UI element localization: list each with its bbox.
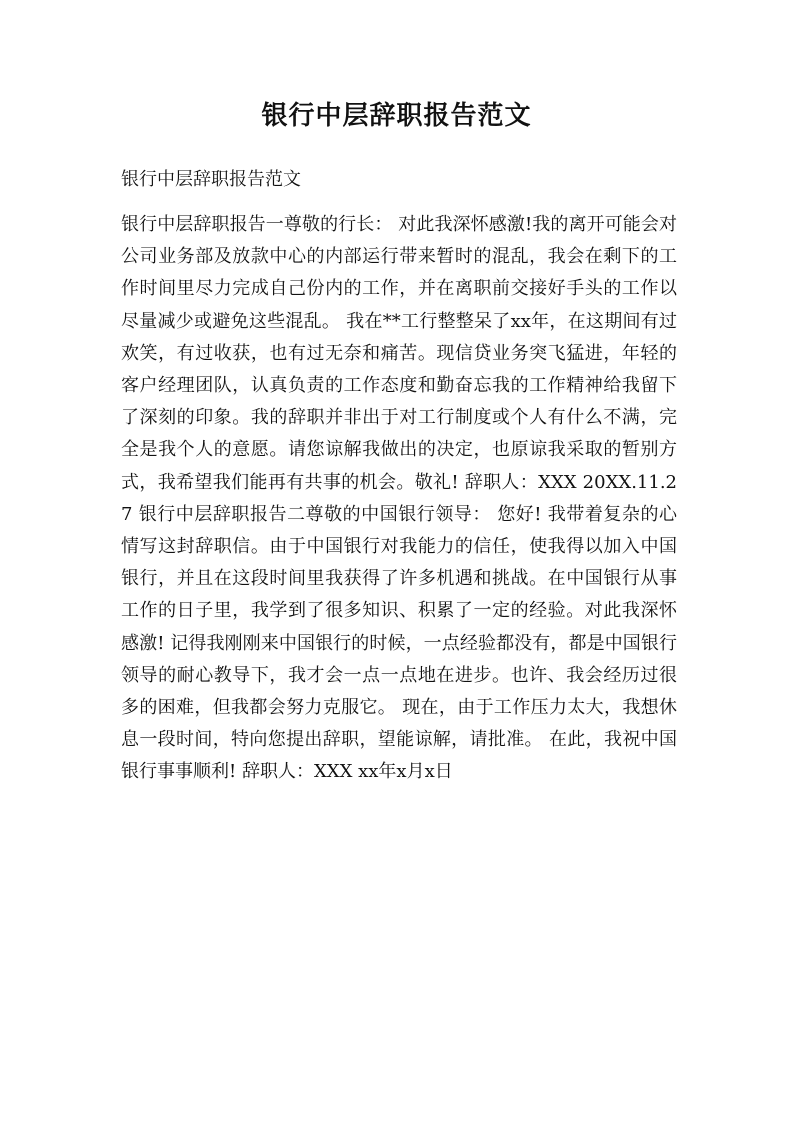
document-body: 银行中层辞职报告一尊敬的行长： 对此我深怀感激!我的离开可能会对公司业务部及放款中心的内部运行带来暂时的混乱，我会在剩下的工作时间里尽力完成自己份内的工作，并在离职前交接好手头的工作以尽量减少或避免这些混乱。 我在**工行整整呆了xx年，在这期间有过欢笑，有过收获，也有过无奈和痛苦。现信贷业务突飞猛进，年轻的客户经理团队，认真负责的工作态度和勤奋忘我的工作精神给我留下了深刻的印象。我的辞职并非出于对工行制度或个人有什么不满，完全是我个人的意愿。请您谅解我做出的决定，也原谅我采取的暂别方式，我希望我们能再有共事的机会。敬礼! 辞职人：XXX 20XX.11.27 银行中层辞职报告二尊敬的中国银行领导： 您好! 我带着复杂的心情写这封辞职信。由于中国银行对我能力的信任，使我得以加入中国银行，并且在这段时间里我获得了许多机遇和挑战。在中国银行从事工作的日子里，我学到了很多知识、积累了一定的经验。对此我深怀感激! 记得我刚刚来中国银行的时候，一点经验都没有，都是中国银行领导的耐心教导下，我才会一点一点地在进步。也许、我会经历过很多的困难，但我都会努力克服它。 现在，由于工作压力太大，我想休息一段时间，特向您提出辞职，望能谅解，请批准。 在此，我祝中国银行事事顺利! 辞职人：XXX xx年x月x日 — [121, 214, 677, 783]
document-subtitle: 银行中层辞职报告范文 — [121, 169, 301, 190]
document-title: 银行中层辞职报告范文 — [261, 101, 532, 131]
